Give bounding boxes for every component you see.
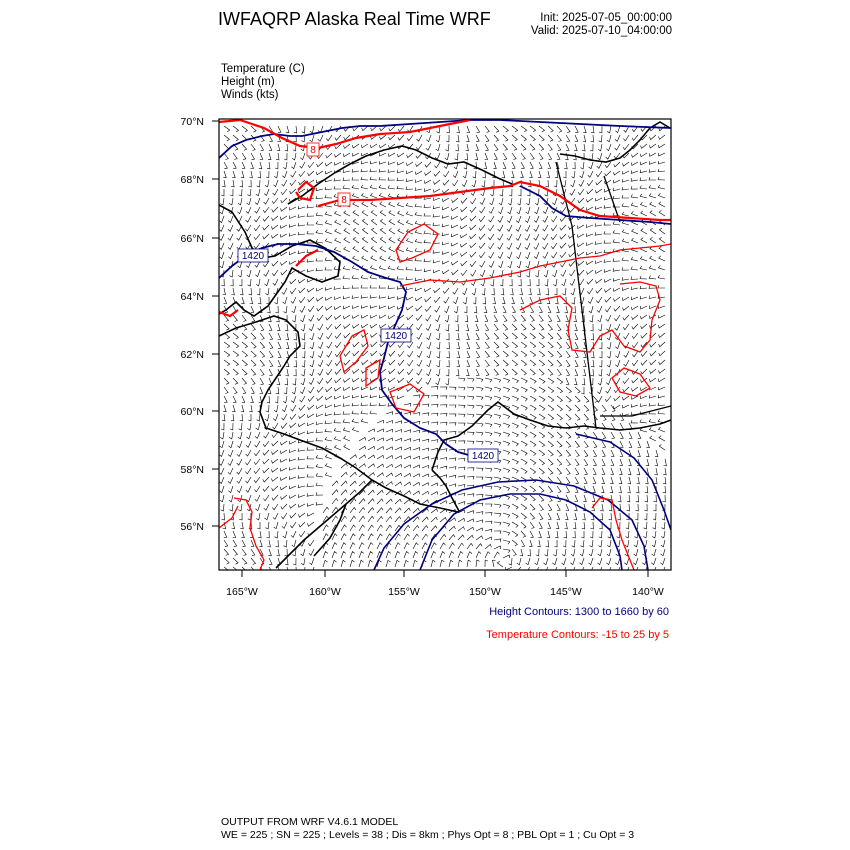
init-time: Init: 2025-07-05_00:00:00 — [540, 12, 672, 24]
valid-time: Valid: 2025-07-10_04:00:00 — [530, 25, 672, 37]
lat-tick-label: 64°N — [180, 291, 204, 303]
field-temperature: Temperature (C) — [221, 63, 305, 75]
temp-contour-inland-2 — [400, 244, 671, 286]
height-contour-label: 1420 — [384, 331, 408, 342]
lon-tick-label: 140°W — [632, 586, 664, 598]
model-settings: WE = 225 ; SN = 225 ; Levels = 38 ; Dis = 8km ; Phys Opt = 8 ; PBL Opt = 1 ; Cu Opt = 3 — [221, 828, 635, 841]
lat-tick-label: 56°N — [180, 521, 204, 533]
lat-tick-label: 58°N — [180, 464, 204, 476]
temp-contour-label: 8 — [341, 195, 347, 206]
lat-tick-label: 70°N — [180, 116, 204, 128]
lon-tick-label: 165°W — [226, 586, 258, 598]
height-contour-label: 1420 — [471, 451, 495, 462]
lat-tick-label: 62°N — [180, 349, 204, 361]
model-version: OUTPUT FROM WRF V4.6.1 MODEL — [221, 816, 399, 828]
lat-tick-label: 60°N — [180, 406, 204, 418]
temp-contour-8-north — [219, 120, 470, 148]
field-winds: Winds (kts) — [221, 89, 279, 101]
temp-contour-southeast — [592, 498, 634, 570]
lat-axis — [212, 121, 219, 526]
map-title: IWFAQRP Alaska Real Time WRF — [218, 9, 491, 29]
height-contour-label: 1420 — [241, 251, 265, 262]
map-frame — [219, 119, 671, 570]
lon-tick-label: 150°W — [469, 586, 501, 598]
lon-axis — [242, 570, 648, 577]
temp-contour-inland-1 — [396, 224, 438, 262]
temperature-contour-note: Temperature Contours: -15 to 25 by 5 — [486, 629, 669, 641]
model-footer — [221, 816, 634, 841]
lon-tick-label: 160°W — [309, 586, 341, 598]
field-height: Height (m) — [221, 76, 275, 88]
lon-tick-label: 145°W — [550, 586, 582, 598]
height-contour-note: Height Contours: 1300 to 1660 by 60 — [489, 606, 669, 618]
lat-tick-label: 68°N — [180, 174, 204, 186]
lat-tick-label: 66°N — [180, 233, 204, 245]
temp-contour-label: 8 — [310, 145, 316, 156]
lon-tick-label: 155°W — [388, 586, 420, 598]
